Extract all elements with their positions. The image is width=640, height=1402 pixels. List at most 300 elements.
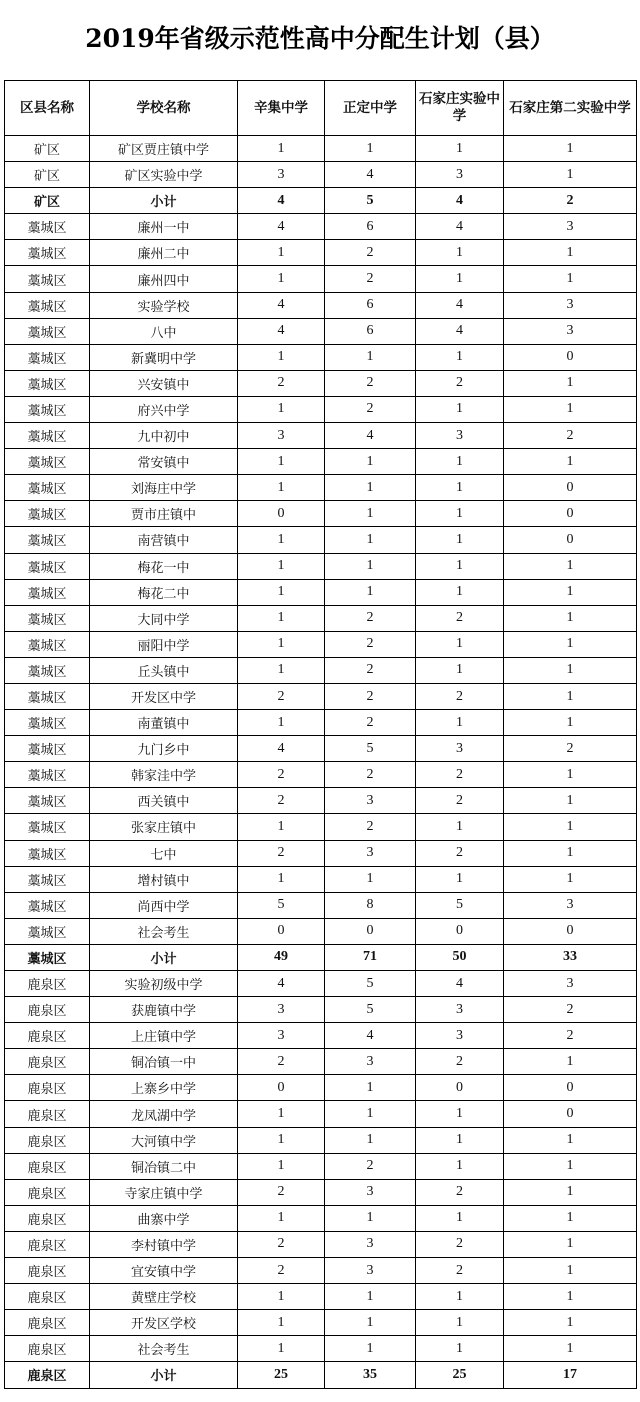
table-row xyxy=(5,266,637,292)
value-cell-zhengding: 2 xyxy=(325,683,416,709)
value-cell-zhengding: 1 xyxy=(325,1284,416,1310)
district-cell: 鹿泉区 xyxy=(5,1023,90,1049)
district-cell: 矿区 xyxy=(5,188,90,214)
value-cell-sjz-second-experimental: 1 xyxy=(504,1049,637,1075)
value-cell-sjz-second-experimental: 1 xyxy=(504,1179,637,1205)
value-cell-sjz-experimental: 25 xyxy=(416,1362,504,1388)
district-cell: 藁城区 xyxy=(5,631,90,657)
value-cell-sjz-second-experimental: 0 xyxy=(504,1101,637,1127)
school-cell: 常安镇中 xyxy=(90,449,238,475)
value-cell-sjz-second-experimental: 1 xyxy=(504,1205,637,1231)
value-cell-sjz-experimental: 1 xyxy=(416,866,504,892)
value-cell-sjz-experimental: 1 xyxy=(416,579,504,605)
district-cell: 藁城区 xyxy=(5,944,90,970)
value-cell-sjz-experimental: 2 xyxy=(416,788,504,814)
value-cell-sjz-experimental: 4 xyxy=(416,318,504,344)
value-cell-zhengding: 2 xyxy=(325,631,416,657)
value-cell-xinji: 1 xyxy=(238,1127,325,1153)
school-cell: 兴安镇中 xyxy=(90,370,238,396)
school-cell: 实验学校 xyxy=(90,292,238,318)
value-cell-sjz-experimental: 1 xyxy=(416,266,504,292)
school-cell: 梅花一中 xyxy=(90,553,238,579)
school-cell: 丘头镇中 xyxy=(90,657,238,683)
table-row xyxy=(5,814,637,840)
value-cell-sjz-second-experimental: 0 xyxy=(504,501,637,527)
district-cell: 藁城区 xyxy=(5,736,90,762)
value-cell-xinji: 1 xyxy=(238,631,325,657)
school-cell: 实验初级中学 xyxy=(90,971,238,997)
value-cell-xinji: 1 xyxy=(238,814,325,840)
value-cell-xinji: 1 xyxy=(238,710,325,736)
value-cell-xinji: 5 xyxy=(238,892,325,918)
school-cell: 大河镇中学 xyxy=(90,1127,238,1153)
value-cell-zhengding: 3 xyxy=(325,840,416,866)
value-cell-sjz-experimental: 4 xyxy=(416,292,504,318)
district-cell: 藁城区 xyxy=(5,683,90,709)
value-cell-sjz-experimental: 2 xyxy=(416,1231,504,1257)
value-cell-sjz-second-experimental: 1 xyxy=(504,814,637,840)
table-row xyxy=(5,423,637,449)
value-cell-zhengding: 1 xyxy=(325,1101,416,1127)
district-cell: 鹿泉区 xyxy=(5,1284,90,1310)
value-cell-sjz-second-experimental: 1 xyxy=(504,1127,637,1153)
value-cell-zhengding: 3 xyxy=(325,1179,416,1205)
value-cell-sjz-second-experimental: 1 xyxy=(504,370,637,396)
table-row xyxy=(5,1075,637,1101)
value-cell-zhengding: 1 xyxy=(325,866,416,892)
value-cell-xinji: 1 xyxy=(238,266,325,292)
value-cell-zhengding: 5 xyxy=(325,997,416,1023)
district-cell: 藁城区 xyxy=(5,501,90,527)
value-cell-sjz-second-experimental: 1 xyxy=(504,162,637,188)
value-cell-sjz-experimental: 4 xyxy=(416,188,504,214)
table-row xyxy=(5,788,637,814)
district-cell: 藁城区 xyxy=(5,396,90,422)
table-row xyxy=(5,1049,637,1075)
school-cell: 廉州一中 xyxy=(90,214,238,240)
table-row xyxy=(5,1284,637,1310)
district-cell: 鹿泉区 xyxy=(5,1127,90,1153)
value-cell-sjz-experimental: 3 xyxy=(416,1023,504,1049)
school-cell: 大同中学 xyxy=(90,605,238,631)
value-cell-xinji: 1 xyxy=(238,527,325,553)
value-cell-zhengding: 1 xyxy=(325,1127,416,1153)
value-cell-sjz-experimental: 3 xyxy=(416,162,504,188)
table-row xyxy=(5,527,637,553)
value-cell-sjz-experimental: 2 xyxy=(416,1049,504,1075)
value-cell-sjz-second-experimental: 0 xyxy=(504,475,637,501)
value-cell-zhengding: 1 xyxy=(325,527,416,553)
table-row xyxy=(5,918,637,944)
value-cell-sjz-experimental: 4 xyxy=(416,214,504,240)
value-cell-xinji: 1 xyxy=(238,1153,325,1179)
school-cell: 七中 xyxy=(90,840,238,866)
district-cell: 藁城区 xyxy=(5,449,90,475)
value-cell-sjz-experimental: 1 xyxy=(416,814,504,840)
value-cell-sjz-second-experimental: 33 xyxy=(504,944,637,970)
value-cell-zhengding: 2 xyxy=(325,605,416,631)
school-cell: 韩家洼中学 xyxy=(90,762,238,788)
header-xinji: 辛集中学 xyxy=(238,81,325,136)
district-cell: 藁城区 xyxy=(5,657,90,683)
value-cell-sjz-experimental: 2 xyxy=(416,605,504,631)
value-cell-sjz-experimental: 2 xyxy=(416,840,504,866)
value-cell-zhengding: 1 xyxy=(325,1310,416,1336)
district-cell: 藁城区 xyxy=(5,814,90,840)
value-cell-zhengding: 2 xyxy=(325,762,416,788)
value-cell-sjz-experimental: 4 xyxy=(416,971,504,997)
school-cell: 李村镇中学 xyxy=(90,1231,238,1257)
table-row xyxy=(5,762,637,788)
district-cell: 藁城区 xyxy=(5,423,90,449)
value-cell-sjz-experimental: 1 xyxy=(416,631,504,657)
value-cell-xinji: 4 xyxy=(238,214,325,240)
value-cell-xinji: 0 xyxy=(238,501,325,527)
table-row xyxy=(5,1205,637,1231)
district-cell: 藁城区 xyxy=(5,710,90,736)
table-row xyxy=(5,683,637,709)
table-row xyxy=(5,866,637,892)
table-row xyxy=(5,136,637,162)
school-cell: 社会考生 xyxy=(90,1336,238,1362)
school-cell: 社会考生 xyxy=(90,918,238,944)
value-cell-sjz-experimental: 5 xyxy=(416,892,504,918)
value-cell-sjz-experimental: 1 xyxy=(416,1153,504,1179)
school-cell: 西关镇中 xyxy=(90,788,238,814)
value-cell-sjz-second-experimental: 1 xyxy=(504,866,637,892)
value-cell-xinji: 0 xyxy=(238,918,325,944)
school-cell: 尚西中学 xyxy=(90,892,238,918)
district-cell: 鹿泉区 xyxy=(5,1049,90,1075)
value-cell-xinji: 4 xyxy=(238,292,325,318)
value-cell-zhengding: 3 xyxy=(325,1231,416,1257)
district-cell: 鹿泉区 xyxy=(5,1362,90,1388)
value-cell-sjz-second-experimental: 3 xyxy=(504,318,637,344)
value-cell-xinji: 2 xyxy=(238,788,325,814)
value-cell-sjz-second-experimental: 2 xyxy=(504,1023,637,1049)
header-zhengding: 正定中学 xyxy=(325,81,416,136)
table-row xyxy=(5,318,637,344)
district-cell: 鹿泉区 xyxy=(5,1258,90,1284)
value-cell-zhengding: 1 xyxy=(325,475,416,501)
value-cell-zhengding: 6 xyxy=(325,214,416,240)
header-district: 区县名称 xyxy=(5,81,90,136)
value-cell-zhengding: 5 xyxy=(325,971,416,997)
value-cell-sjz-second-experimental: 1 xyxy=(504,1258,637,1284)
value-cell-zhengding: 2 xyxy=(325,814,416,840)
district-cell: 矿区 xyxy=(5,162,90,188)
table-row xyxy=(5,344,637,370)
value-cell-xinji: 3 xyxy=(238,162,325,188)
value-cell-xinji: 2 xyxy=(238,840,325,866)
school-cell: 南董镇中 xyxy=(90,710,238,736)
value-cell-sjz-experimental: 2 xyxy=(416,370,504,396)
table-row xyxy=(5,1153,637,1179)
table-row xyxy=(5,1258,637,1284)
district-cell: 藁城区 xyxy=(5,292,90,318)
value-cell-sjz-experimental: 1 xyxy=(416,657,504,683)
value-cell-sjz-experimental: 3 xyxy=(416,997,504,1023)
table-row xyxy=(5,475,637,501)
value-cell-sjz-experimental: 3 xyxy=(416,423,504,449)
school-cell: 刘海庄中学 xyxy=(90,475,238,501)
table-row xyxy=(5,1023,637,1049)
value-cell-sjz-second-experimental: 1 xyxy=(504,657,637,683)
value-cell-sjz-second-experimental: 2 xyxy=(504,997,637,1023)
value-cell-xinji: 1 xyxy=(238,240,325,266)
value-cell-zhengding: 3 xyxy=(325,788,416,814)
table-row xyxy=(5,1179,637,1205)
value-cell-sjz-second-experimental: 1 xyxy=(504,240,637,266)
district-cell: 藁城区 xyxy=(5,579,90,605)
value-cell-xinji: 1 xyxy=(238,449,325,475)
value-cell-sjz-second-experimental: 1 xyxy=(504,788,637,814)
value-cell-xinji: 1 xyxy=(238,1205,325,1231)
table-row xyxy=(5,370,637,396)
school-cell: 上寨乡中学 xyxy=(90,1075,238,1101)
table-row xyxy=(5,162,637,188)
value-cell-sjz-second-experimental: 1 xyxy=(504,605,637,631)
school-cell: 矿区实验中学 xyxy=(90,162,238,188)
table-row xyxy=(5,892,637,918)
subtotal-row xyxy=(5,944,637,970)
value-cell-xinji: 1 xyxy=(238,344,325,370)
value-cell-sjz-second-experimental: 1 xyxy=(504,762,637,788)
value-cell-xinji: 2 xyxy=(238,1179,325,1205)
value-cell-sjz-second-experimental: 1 xyxy=(504,710,637,736)
district-cell: 藁城区 xyxy=(5,344,90,370)
district-cell: 鹿泉区 xyxy=(5,1231,90,1257)
school-cell: 九中初中 xyxy=(90,423,238,449)
value-cell-xinji: 1 xyxy=(238,1101,325,1127)
value-cell-sjz-second-experimental: 0 xyxy=(504,344,637,370)
table-row xyxy=(5,292,637,318)
school-cell: 黄壁庄学校 xyxy=(90,1284,238,1310)
table-row xyxy=(5,1127,637,1153)
subtotal-row xyxy=(5,1362,637,1388)
value-cell-sjz-second-experimental: 3 xyxy=(504,971,637,997)
value-cell-sjz-second-experimental: 1 xyxy=(504,631,637,657)
district-cell: 鹿泉区 xyxy=(5,997,90,1023)
value-cell-sjz-second-experimental: 0 xyxy=(504,527,637,553)
table-row xyxy=(5,971,637,997)
value-cell-xinji: 0 xyxy=(238,1075,325,1101)
value-cell-zhengding: 6 xyxy=(325,292,416,318)
district-cell: 鹿泉区 xyxy=(5,1101,90,1127)
value-cell-sjz-experimental: 1 xyxy=(416,1101,504,1127)
value-cell-zhengding: 1 xyxy=(325,449,416,475)
value-cell-sjz-second-experimental: 1 xyxy=(504,553,637,579)
value-cell-zhengding: 5 xyxy=(325,736,416,762)
value-cell-xinji: 2 xyxy=(238,762,325,788)
district-cell: 藁城区 xyxy=(5,762,90,788)
value-cell-sjz-experimental: 1 xyxy=(416,501,504,527)
value-cell-sjz-second-experimental: 2 xyxy=(504,188,637,214)
district-cell: 藁城区 xyxy=(5,475,90,501)
value-cell-xinji: 1 xyxy=(238,657,325,683)
value-cell-zhengding: 2 xyxy=(325,370,416,396)
value-cell-zhengding: 71 xyxy=(325,944,416,970)
value-cell-sjz-experimental: 2 xyxy=(416,762,504,788)
district-cell: 藁城区 xyxy=(5,892,90,918)
school-cell: 梅花二中 xyxy=(90,579,238,605)
table-row xyxy=(5,710,637,736)
value-cell-zhengding: 1 xyxy=(325,1336,416,1362)
value-cell-sjz-second-experimental: 3 xyxy=(504,292,637,318)
district-cell: 藁城区 xyxy=(5,527,90,553)
value-cell-sjz-experimental: 1 xyxy=(416,1336,504,1362)
district-cell: 藁城区 xyxy=(5,788,90,814)
value-cell-zhengding: 1 xyxy=(325,344,416,370)
value-cell-zhengding: 2 xyxy=(325,710,416,736)
value-cell-sjz-second-experimental: 17 xyxy=(504,1362,637,1388)
value-cell-zhengding: 5 xyxy=(325,188,416,214)
value-cell-xinji: 4 xyxy=(238,188,325,214)
value-cell-sjz-experimental: 0 xyxy=(416,918,504,944)
value-cell-sjz-experimental: 1 xyxy=(416,396,504,422)
district-cell: 鹿泉区 xyxy=(5,1075,90,1101)
value-cell-sjz-second-experimental: 1 xyxy=(504,1284,637,1310)
value-cell-xinji: 1 xyxy=(238,1284,325,1310)
value-cell-xinji: 3 xyxy=(238,423,325,449)
district-cell: 藁城区 xyxy=(5,370,90,396)
value-cell-zhengding: 2 xyxy=(325,240,416,266)
value-cell-sjz-experimental: 0 xyxy=(416,1075,504,1101)
table-row xyxy=(5,1231,637,1257)
school-cell: 铜冶镇二中 xyxy=(90,1153,238,1179)
school-cell: 获鹿镇中学 xyxy=(90,997,238,1023)
value-cell-sjz-experimental: 1 xyxy=(416,136,504,162)
district-cell: 鹿泉区 xyxy=(5,1336,90,1362)
district-cell: 藁城区 xyxy=(5,266,90,292)
value-cell-sjz-second-experimental: 1 xyxy=(504,396,637,422)
table-row xyxy=(5,657,637,683)
value-cell-xinji: 4 xyxy=(238,736,325,762)
district-cell: 矿区 xyxy=(5,136,90,162)
allocation-table xyxy=(4,80,637,1389)
value-cell-sjz-second-experimental: 1 xyxy=(504,449,637,475)
school-cell: 开发区中学 xyxy=(90,683,238,709)
district-cell: 鹿泉区 xyxy=(5,1310,90,1336)
value-cell-xinji: 2 xyxy=(238,370,325,396)
header-sjz-second-experimental: 石家庄第二实验中学 xyxy=(504,81,637,136)
value-cell-zhengding: 35 xyxy=(325,1362,416,1388)
value-cell-xinji: 1 xyxy=(238,136,325,162)
value-cell-xinji: 3 xyxy=(238,997,325,1023)
value-cell-xinji: 2 xyxy=(238,1049,325,1075)
value-cell-xinji: 2 xyxy=(238,1231,325,1257)
page-title: 2019年省级示范性高中分配生计划（县） xyxy=(85,24,555,53)
subtotal-label-cell: 小计 xyxy=(90,188,238,214)
value-cell-sjz-experimental: 1 xyxy=(416,449,504,475)
value-cell-zhengding: 6 xyxy=(325,318,416,344)
value-cell-zhengding: 2 xyxy=(325,266,416,292)
district-cell: 藁城区 xyxy=(5,553,90,579)
district-cell: 藁城区 xyxy=(5,918,90,944)
value-cell-sjz-second-experimental: 1 xyxy=(504,136,637,162)
table-row xyxy=(5,240,637,266)
value-cell-zhengding: 8 xyxy=(325,892,416,918)
table-row xyxy=(5,553,637,579)
value-cell-sjz-second-experimental: 1 xyxy=(504,1231,637,1257)
value-cell-sjz-second-experimental: 0 xyxy=(504,1075,637,1101)
value-cell-sjz-experimental: 2 xyxy=(416,1179,504,1205)
value-cell-xinji: 49 xyxy=(238,944,325,970)
school-cell: 府兴中学 xyxy=(90,396,238,422)
value-cell-zhengding: 4 xyxy=(325,162,416,188)
subtotal-label-cell: 小计 xyxy=(90,944,238,970)
value-cell-zhengding: 2 xyxy=(325,396,416,422)
value-cell-zhengding: 0 xyxy=(325,918,416,944)
district-cell: 藁城区 xyxy=(5,214,90,240)
value-cell-sjz-experimental: 1 xyxy=(416,527,504,553)
table-row xyxy=(5,1101,637,1127)
value-cell-sjz-second-experimental: 0 xyxy=(504,918,637,944)
table-row xyxy=(5,449,637,475)
table-row xyxy=(5,579,637,605)
table-row xyxy=(5,605,637,631)
value-cell-sjz-experimental: 2 xyxy=(416,683,504,709)
value-cell-sjz-second-experimental: 3 xyxy=(504,892,637,918)
value-cell-xinji: 1 xyxy=(238,579,325,605)
value-cell-sjz-experimental: 1 xyxy=(416,1310,504,1336)
value-cell-sjz-second-experimental: 2 xyxy=(504,736,637,762)
value-cell-zhengding: 1 xyxy=(325,1075,416,1101)
value-cell-xinji: 1 xyxy=(238,475,325,501)
value-cell-xinji: 3 xyxy=(238,1023,325,1049)
value-cell-sjz-second-experimental: 1 xyxy=(504,1336,637,1362)
value-cell-sjz-second-experimental: 2 xyxy=(504,423,637,449)
value-cell-sjz-experimental: 1 xyxy=(416,553,504,579)
table-row xyxy=(5,840,637,866)
school-cell: 开发区学校 xyxy=(90,1310,238,1336)
school-cell: 新冀明中学 xyxy=(90,344,238,370)
value-cell-sjz-experimental: 1 xyxy=(416,1284,504,1310)
value-cell-sjz-second-experimental: 1 xyxy=(504,266,637,292)
school-cell: 龙凤湖中学 xyxy=(90,1101,238,1127)
value-cell-zhengding: 1 xyxy=(325,579,416,605)
table-row xyxy=(5,396,637,422)
value-cell-sjz-second-experimental: 1 xyxy=(504,1153,637,1179)
district-cell: 鹿泉区 xyxy=(5,1205,90,1231)
value-cell-zhengding: 3 xyxy=(325,1049,416,1075)
value-cell-xinji: 1 xyxy=(238,866,325,892)
school-cell: 廉州二中 xyxy=(90,240,238,266)
value-cell-zhengding: 3 xyxy=(325,1258,416,1284)
value-cell-sjz-second-experimental: 1 xyxy=(504,840,637,866)
value-cell-sjz-experimental: 1 xyxy=(416,1205,504,1231)
value-cell-sjz-second-experimental: 3 xyxy=(504,214,637,240)
district-cell: 鹿泉区 xyxy=(5,1179,90,1205)
table-body xyxy=(5,136,637,1389)
value-cell-zhengding: 1 xyxy=(325,553,416,579)
school-cell: 丽阳中学 xyxy=(90,631,238,657)
header-school: 学校名称 xyxy=(90,81,238,136)
district-cell: 鹿泉区 xyxy=(5,1153,90,1179)
school-cell: 上庄镇中学 xyxy=(90,1023,238,1049)
school-cell: 增村镇中 xyxy=(90,866,238,892)
value-cell-sjz-experimental: 2 xyxy=(416,1258,504,1284)
value-cell-xinji: 4 xyxy=(238,971,325,997)
school-cell: 矿区贾庄镇中学 xyxy=(90,136,238,162)
table-row xyxy=(5,631,637,657)
value-cell-zhengding: 2 xyxy=(325,657,416,683)
value-cell-xinji: 1 xyxy=(238,396,325,422)
value-cell-xinji: 1 xyxy=(238,1310,325,1336)
subtotal-label-cell: 小计 xyxy=(90,1362,238,1388)
header-sjz-experimental: 石家庄实验中学 xyxy=(416,81,504,136)
value-cell-sjz-experimental: 1 xyxy=(416,475,504,501)
